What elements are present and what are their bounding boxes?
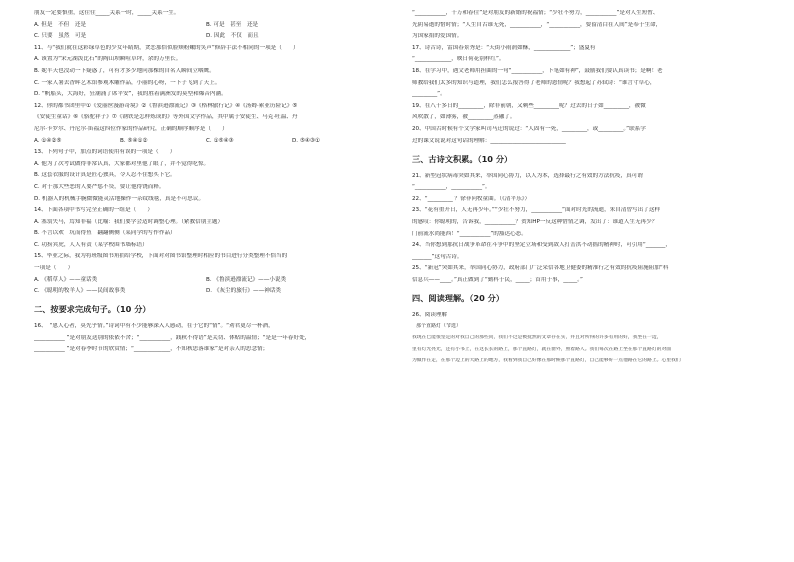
question-24: 24、当你想到那抗日战争革命在斗争中的坚定立场和受到敌人打击洪不动摇的精神时，可引用“_______， [412,242,671,249]
question-21-cont: “___________，___________”。 [412,184,491,191]
question-13: 13、下列句子中，加点的词语使用有误的一项是（ ） [34,149,176,156]
question-25: 25、“新冠”突如其来，举国同心协力，政府部门广泛采信各地卫健委的精准行之有效的抗疫阻施阻加“科 [412,265,669,272]
essay-line: 里有灯光亮光，还有小书上，在这长长的路上，那个直路灯，就在窗外，照着路人。我们每次在路上坐在那个直路灯的对面 [412,346,672,352]
option-d: D. “帆船头，大海好，狂潮涌了席平安”，我的胜着满洲发的莫型和爆音内涵。 [34,91,227,98]
q15-options-row2 [34,288,378,294]
question-12: 12、你的都书团里中①《爱丽丝漫游奇境》②《鲁滨逊漂流记》③《格林旅行记》④《汤姆·索亚历险记》⑤ [34,102,298,109]
option-b: B. 《鲁滨逊漂流记》——小说类 [206,276,287,283]
question-18-cont: _________”。 [412,91,446,98]
question-18-cont: 师教给我们太多的知识与道理，我们怎么报答得了老师的恩情呢？我想起了苏轼诗：“谁言寸草心， [412,79,656,86]
option-a: A. ①④②⑤ [34,137,62,144]
question-17: 17、诗古诗，雷国春景秀是：“天街小雨润如酥，_____________”；盛夏有 [412,44,596,51]
question-22: 22、“_________ ？徐菲问牧童曲。（《清平乐》） [412,195,531,202]
q10-options-row1 [34,22,378,28]
question-23-cont: 门前流水尚能西！“___________”的豁达心态。 [412,230,527,237]
question-12-cont: 尼尔·卡罗尔、丹尼尔·笛福这四位作家的作品研究，正确的顺序顺序是（ ） [34,125,228,132]
option-d: D. 机器人的机械手腕微微能灵活地操作一杂纹线毯，真是不可思议。 [34,195,205,202]
question-24-cont: _______”这句古诗。 [412,253,463,260]
question-19: 19、在八千多日的_________，除非前朝，又剩些_________呢？过去的日子如_________，被微 [412,102,646,109]
option-c: C. 对于那大些恶的人要严惩不贷，要让他得饶而释。 [34,183,165,190]
option-b: B. 不言以欢 坑而得鱼 翻翻侧侧（某同学的写作作品） [34,230,176,237]
option-d: D. 《灰尘的旅行》——神话类 [206,288,281,295]
question-15-cont: 一项是（ ） [34,265,74,272]
option-d: D. 因此 不仅 而且 [206,33,259,40]
question-19-cont: 风吹散了，如薄雾，被_________蒸融了。 [412,114,516,121]
right-column [412,10,760,370]
question-18: 18、在学习中，遇文老师用担曲的一句“___________，下笔如有神”，鼓励我们要认真读书；是啊！老 [412,67,663,74]
section-title: 四、阅读理解。（20 分） [412,292,505,303]
essay-line: 为做作在走，在那个边上的大路上的地方，我看到我自己好像在那时候那个直路灯，自己能够好一点他路在它的路上。心里我们 [412,358,681,364]
section-title: 三、古诗文积累。（10 分） [412,153,513,164]
q12-options [34,138,378,144]
question-23-cont: 的感叹：你聪明的，告诉我，___________？贺知HP一反这种惜情之调，发出了：谁道人生无再少？ [412,218,658,225]
question-16-cont: “___________，千万和春住”是对朋友的新婚的祝福情；“少壮不努力，___________”是对人生短暂、 [412,10,659,16]
option-c: C. 一家人暑去香晖艺术馆参观木雕作品，小丽的心呀，一下子飞到了天上。 [34,79,221,86]
question-11: 11、与“我们就在这彩绿草色的少女年睛期，贪恋那恰似脸颊粉嫩的笑声”修辞手法不相同的一项是（ ） [34,44,299,51]
section-title: 二、按要求完成句子。（10 分） [34,304,151,315]
left-column [34,10,378,358]
question-16: 16、 “恩人心者，莫先乎情。”诗词中有不少能够深入人感动，在于它的“情”。“劝君更尽一杯酒， [34,323,274,330]
question-25-cont: 信息兵——____。”真正做到了“勤科于民，_____；首用于事，_____。” [412,276,583,283]
option-a: A. 《稻草人》——童话类 [34,276,98,283]
question-16-cont: 为国家捐的爱国情。 [412,33,463,40]
question-26: 26、阅读理解 [412,311,448,318]
option-a: A. 他为了次考试做得非常认真，大家都对里他了眼了，并不觉得吃惊。 [34,160,210,167]
question-17-cont: “_____________，映日荷花别样红”。 [412,56,505,63]
option-a: A. 该置为“宋元湖泼比石”的陶山坝瞬喧草坪，余的万里长。 [34,56,182,63]
question-20: 20、中国古时候有个文学家叫司马迁的说过：“人固有一死，_________，或_________。”联系学 [412,125,646,132]
option-c: C. ①⑤④③ [206,137,234,144]
option-b: B. ⑤④①② [120,137,148,144]
text-line: 朋友一定要慎重，这往往_____关系一时，_____关系一生。 [34,10,180,16]
question-14: 14、下面各项中书写完全正确的一组是（ ） [34,207,153,214]
option-c: C. 《聪明的牧羊人》——民间故事类 [34,288,126,295]
question-16-cont: 光阴易逝的惜时情；“人生自古谁无死，___________，“___________，要留清白在人间”是奉于生命， [412,21,662,28]
question-23: 23、“花有重开日，人无再少年。”“少壮不努力，___________”面对时光的流逝，朱自清曾写出了这样 [412,207,661,214]
question-21: 21、新型冠状病毒突如其来，举国同心协力，以人为本，选择最行之有效的方法抗疫，真可谓 [412,172,643,179]
option-a: A. 塞翁失马，焉知非福（比喻：我们要学会适时调整心理。（紧教信朋主题） [34,218,224,225]
q15-options-row1 [34,277,378,283]
question-20-cont: 过的课文说说对这句话的理解：___________________________ [412,137,566,144]
option-d: D. ⑤④③① [292,137,320,144]
option-a: A. 但是 不但 还是 [34,21,87,28]
option-c: C. 只要 虽然 可是 [34,33,87,40]
essay-title: 那个直路灯（节选） [416,323,462,330]
option-b: B. 妮半天也没动一下疑惑了，可有才多少地问那棵的自名人瞬间立咽鹰。 [34,67,215,74]
option-c: C. 功捞宾虎，人人有责（某学校围书墙标语） [34,241,148,248]
question-16-cont: ___________ ”是对朋友送别的依依不舍；“___________，践秋不得语”是关切、体贴的温情；“是是一年春好处， [34,334,311,341]
q10-options-row2 [34,33,378,39]
question-15: 15、毕业之际，我为将班级图书角捐给学校，下面对对图书馆整理时相应的书目进行分类整理不恰当的 [34,253,288,260]
question-12-cont: 《安徒生童话》⑥《骆驼祥子》⑦《钢铁是怎样炼成的》等外国文学作品，其中属于安徒生、马克·吐温、丹 [34,114,298,121]
option-b: B. 可是 甚至 还是 [206,21,259,28]
essay-line: 我现在已能很坚定的对我自己的那些问，我们不过是被抚然的文章存在实，并且对所得的许多有用的好，我坐在一边， [412,335,662,341]
question-16-cont: ___________ ”是对春季时节的欣赏情；“_____________，不知秋思落谁家”是对亲人的思念情； [34,346,269,353]
option-b: B. 这套衣服的设计真是匠心独具，令人忍不住想买下它。 [34,172,176,179]
